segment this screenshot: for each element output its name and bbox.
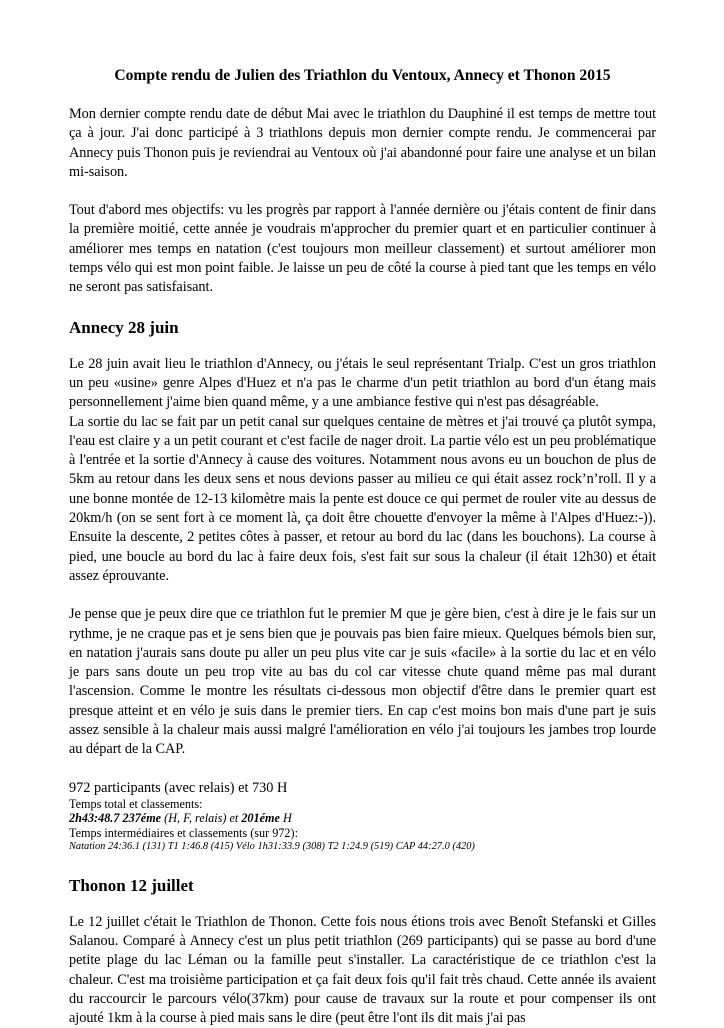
document-title: Compte rendu de Julien des Triathlon du Ventoux, Annecy et Thonon 2015 [114,67,611,84]
intro-paragraph-2: Tout d'abord mes objectifs: vu les progrès par rapport à l'année dernière ou j'étais content de finir dans la première moitié, cette année je voudrais m'approcher du premier quart et en particulier continuer à améliorer mes temps en natation (c'est toujours mon meilleur classement) et surtout améliorer mon temps vélo qui est mon point faible. Je laisse un peu de côté la course à pied tant que les temps en vélo ne seront pas satisfaisant. [69,202,656,296]
document-page [69,66,656,1028]
total-time-label: Temps total et classements: [69,796,203,811]
participants-count: 972 participants (avec relais) et 730 H [69,779,288,796]
annecy-paragraph-2: La sortie du lac se fait par un petit canal sur quelques centaine de mètres et j'ai trouvé ça plutôt sympa, l'eau est claire y a un petit courant et c'est facile de nager droit. La partie vélo est un peu problématique à l'entrée et la sortie d'Annecy à cause des voitures. Notamment nous avons eu un bouchon de plus de 5km au retour dans les deux sens et nous devions passer au milieu ce qui était assez rock’n’roll. Il y a une bonne montée de 12-13 kilomètre mais la pente est douce ce qui permet de rouler vite au dessus de 20km/h (on se sent fort à ce moment là, ça doit être chouette d'envoyer la même à l'Alpes d'Huez:-)). Ensuite la descente, 2 petites côtes à passer, et retour au bord du lac (dans les bouchons). La course à pied, une boucle au bord du lac à faire deux fois, s'est fait sur sous la chaleur (il était 12h30) et était assez éprouvante. [69,413,656,584]
men-rank-note: H [282,811,292,826]
annecy-results [69,779,656,855]
thonon-heading: Thonon 12 juillet [69,875,194,895]
annecy-heading: Annecy 28 juin [69,317,179,337]
total-rank: 237éme [122,811,162,826]
thonon-paragraph-1: Le 12 juillet c'était le Triathlon de Thonon. Cette fois nous étions trois avec Benoît Stefanski et Gilles Salanou. Comparé à Annecy c'est un plus petit triathlon (269 participants) qui se passe au bord d'une petite plage du lac Léman ou la famille peut s'installer. La caractéristique de ce triathlon c'est la chaleur. C'est ma troisième participation et ça fait deux fois qu'il fait très chaud. Cette année ils avaient du raccourcir le parcours vélo(37km) pour cause de travaux sur la route et pour compenser ils ont ajouté 1km à la course à pied mais sans le dire (peut être l'ont ils dit mais j'ai pas [69,913,656,1027]
splits-values: Natation 24:36.1 (131) T1 1:46.8 (415) Vélo 1h31:33.9 (308) T2 1:24.9 (519) CAP 44:27.0 (420) [69,841,475,853]
men-rank: 201éme [241,811,280,826]
total-time-line [69,811,656,826]
annecy-paragraph-1: Le 28 juin avait lieu le triathlon d'Annecy, ou j'étais le seul représentant Trialp. C'est un gros triathlon un peu «usine» genre Alpes d'Huez et n'a pas le charme d'un petit triathlon au bord d'un étang mais personnellement j'aime bien quand même, y a une ambiance festive qui n'est pas désagréable. [69,355,656,411]
total-time-value: 2h43:48.7 [69,811,120,826]
intro-paragraph-1: Mon dernier compte rendu date de début Mai avec le triathlon du Dauphiné il est temps de mettre tout ça à jour. J'ai donc participé à 3 triathlons depuis mon dernier compte rendu. Je commencerai par Annecy puis Thonon puis je reviendrai au Ventoux où j'ai abandonné pour faire une analyse et un bilan mi-saison. [69,106,656,180]
annecy-paragraph-3: Je pense que je peux dire que ce triathlon fut le premier M que je gère bien, c'est à dire je le fais sur un rythme, je ne craque pas et je sens bien que je pouvais pas bien faire mieux. Quelques bémols bien sur, en natation j'aurais sans doute pu aller un peu plus vite car je suis «facile» à la sortie du lac et en vélo je pars sans doute un peu trop vite au bas du col car vitesse chute quand même pas mal durant l'ascension. Comme le montre les résultats ci-dessous mon objectif d'être dans le premier quart est presque atteint et en vélo je suis dans le premier tiers. En cap c'est moins bon mais d'une part je suis assez sensible à la chaleur mais aussi malgré l'amélioration en vélo j'ai toujours les jambes trop lourde au départ de la CAP. [69,606,656,758]
total-rank-note: (H, F, relais) et [164,811,239,826]
splits-label: Temps intermédiaires et classements (sur 972): [69,825,298,840]
